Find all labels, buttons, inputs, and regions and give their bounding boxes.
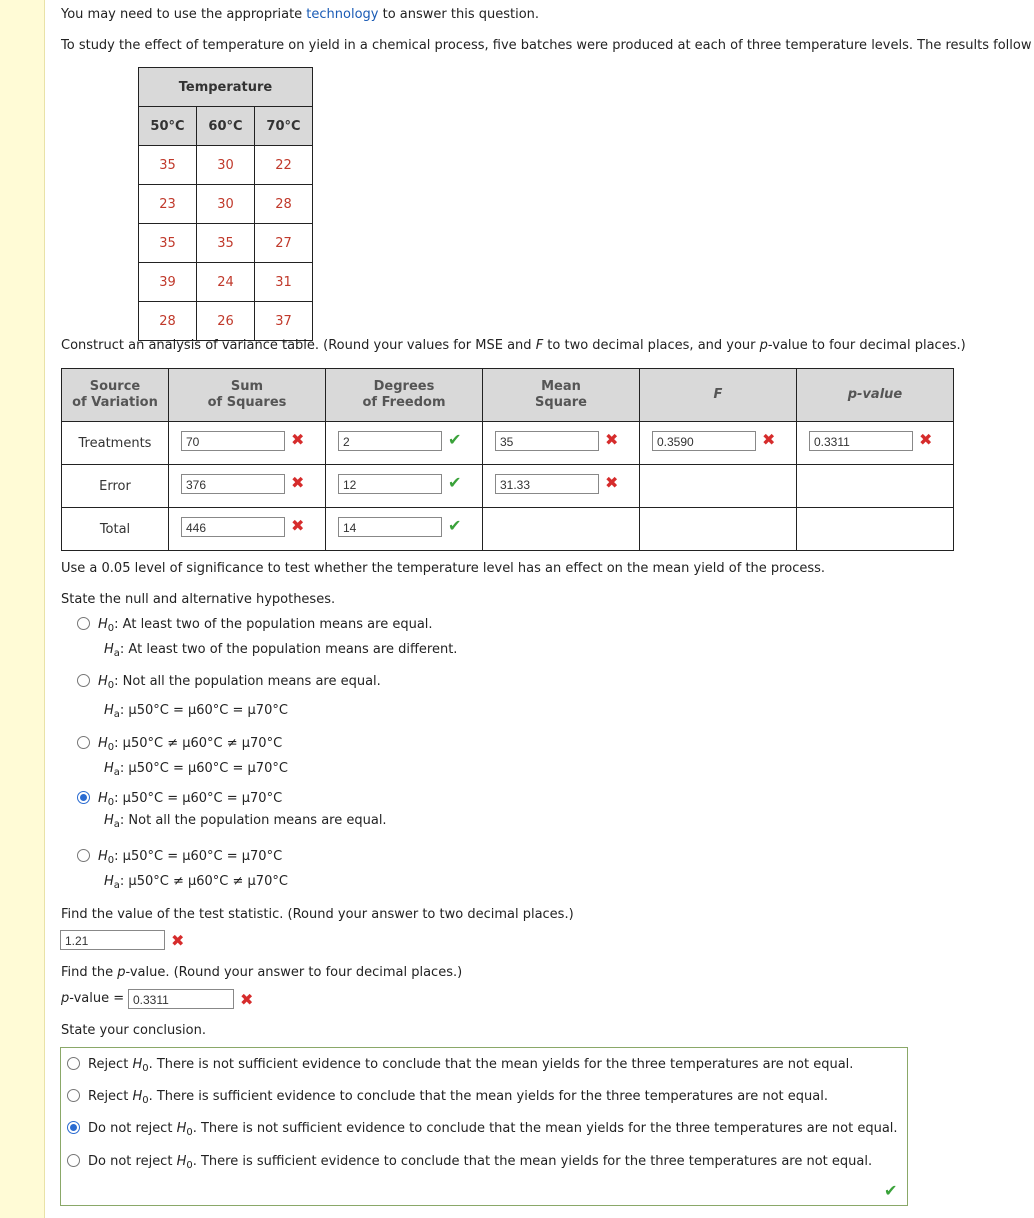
h: H bbox=[132, 1089, 143, 1104]
text: : Not all the population means are equal. bbox=[119, 813, 387, 828]
cell: 39 bbox=[139, 263, 197, 302]
p-value-final-input[interactable]: 0.3311 bbox=[128, 989, 234, 1009]
text: . There is not sufficient evidence to conclude that the mean yields for the three temperatures are not equal. bbox=[192, 1121, 898, 1136]
cell: 22 bbox=[255, 146, 313, 185]
sub: 0 bbox=[107, 742, 115, 753]
intro-text-end: to answer this question. bbox=[378, 7, 540, 22]
sub: a bbox=[113, 767, 120, 778]
f-var: F bbox=[535, 338, 544, 353]
row-label: Error bbox=[62, 465, 169, 508]
table-row bbox=[139, 146, 313, 185]
ms-cell bbox=[483, 422, 640, 465]
h: Square bbox=[535, 395, 587, 410]
technology-link[interactable]: technology bbox=[306, 7, 379, 22]
h: H bbox=[104, 761, 114, 776]
h: H bbox=[132, 1057, 143, 1072]
conclusion-option-1[interactable] bbox=[67, 1057, 853, 1072]
anova-table bbox=[61, 368, 954, 551]
conclusion-option-4[interactable] bbox=[67, 1154, 872, 1169]
incorrect-icon: ✖ bbox=[291, 473, 305, 492]
cell: 37 bbox=[255, 302, 313, 341]
row-label: Total bbox=[62, 508, 169, 551]
sub: 0 bbox=[107, 797, 115, 808]
incorrect-icon: ✖ bbox=[240, 990, 254, 1009]
hypothesis-option-5-ha bbox=[104, 874, 288, 889]
p-var: p bbox=[759, 338, 768, 353]
h: Source bbox=[89, 379, 141, 394]
h: H bbox=[98, 736, 108, 751]
cell: 27 bbox=[255, 224, 313, 263]
h: H bbox=[176, 1154, 187, 1169]
header-p bbox=[797, 369, 954, 422]
text: Do not reject bbox=[88, 1121, 177, 1136]
text: Find the bbox=[61, 965, 118, 980]
sub: a bbox=[113, 819, 120, 830]
sub: 0 bbox=[107, 855, 115, 866]
text: Do not reject bbox=[88, 1154, 177, 1169]
h: H bbox=[104, 703, 114, 718]
h: H bbox=[176, 1121, 187, 1136]
cell: 35 bbox=[139, 146, 197, 185]
hypothesis-option-5[interactable] bbox=[77, 849, 282, 864]
radio-button[interactable] bbox=[77, 736, 90, 749]
radio-button[interactable] bbox=[67, 1089, 80, 1102]
hypothesis-option-2-ha bbox=[104, 703, 288, 718]
anova-row-treatments bbox=[62, 422, 954, 465]
table-row bbox=[139, 302, 313, 341]
significance-prompt: Use a 0.05 level of significance to test whether the temperature level has an effect on the mean yield of the process. bbox=[61, 561, 826, 576]
h: of Freedom bbox=[362, 395, 446, 410]
header-ss bbox=[169, 369, 326, 422]
text: : μ50°C = μ60°C = μ70°C bbox=[119, 761, 288, 776]
left-margin-bar bbox=[0, 0, 45, 1218]
df-treatments-input[interactable]: 2 bbox=[338, 431, 442, 451]
radio-button[interactable] bbox=[67, 1154, 80, 1167]
cell: 23 bbox=[139, 185, 197, 224]
empty-cell bbox=[640, 508, 797, 551]
sub: 0 bbox=[107, 623, 115, 634]
sub: 0 bbox=[107, 680, 115, 691]
sub: 0 bbox=[186, 1127, 193, 1138]
ss-error-input[interactable]: 376 bbox=[181, 474, 285, 494]
ms-treatments-input[interactable]: 35 bbox=[495, 431, 599, 451]
row-label: Treatments bbox=[62, 422, 169, 465]
correct-icon: ✔ bbox=[448, 473, 462, 492]
hypotheses-prompt: State the null and alternative hypotheses. bbox=[61, 592, 336, 607]
table-row bbox=[139, 263, 313, 302]
sub: a bbox=[113, 648, 120, 659]
radio-button-selected[interactable] bbox=[77, 791, 90, 804]
temperature-data-table bbox=[138, 67, 313, 341]
cell: 31 bbox=[255, 263, 313, 302]
test-stat-input[interactable]: 1.21 bbox=[60, 930, 165, 950]
incorrect-icon: ✖ bbox=[919, 430, 933, 449]
radio-button[interactable] bbox=[77, 849, 90, 862]
hypothesis-option-2[interactable] bbox=[77, 674, 381, 689]
cell: 35 bbox=[197, 224, 255, 263]
h: F bbox=[713, 387, 723, 402]
conclusion-option-2[interactable] bbox=[67, 1089, 828, 1104]
table-row bbox=[139, 185, 313, 224]
correct-icon: ✔ bbox=[884, 1181, 898, 1200]
hypothesis-option-3[interactable] bbox=[77, 736, 282, 751]
header-df bbox=[326, 369, 483, 422]
p-cell bbox=[797, 422, 954, 465]
incorrect-icon: ✖ bbox=[605, 430, 619, 449]
text: : μ50°C ≠ μ60°C ≠ μ70°C bbox=[114, 736, 283, 751]
header-source bbox=[62, 369, 169, 422]
cell: 28 bbox=[255, 185, 313, 224]
header-ms bbox=[483, 369, 640, 422]
cell: 30 bbox=[197, 185, 255, 224]
radio-button[interactable] bbox=[67, 1057, 80, 1070]
p-value-prompt bbox=[61, 965, 462, 980]
text: -value. (Round your answer to four decimal places.) bbox=[125, 965, 463, 980]
h: p-value bbox=[847, 387, 903, 402]
col-60c: 60°C bbox=[197, 107, 255, 146]
text: Construct an analysis of variance table. (Round your values for MSE and bbox=[61, 338, 536, 353]
radio-button-selected[interactable] bbox=[67, 1121, 80, 1134]
col-50c: 50°C bbox=[139, 107, 197, 146]
df-cell bbox=[326, 422, 483, 465]
h: Sum bbox=[230, 379, 264, 394]
cell: 35 bbox=[139, 224, 197, 263]
h: H bbox=[104, 874, 114, 889]
correct-icon: ✔ bbox=[448, 516, 462, 535]
ss-cell bbox=[169, 422, 326, 465]
empty-cell bbox=[797, 508, 954, 551]
anova-row-error bbox=[62, 465, 954, 508]
text: : μ50°C ≠ μ60°C ≠ μ70°C bbox=[119, 874, 288, 889]
ss-cell bbox=[169, 465, 326, 508]
f-input[interactable]: 0.3590 bbox=[652, 431, 756, 451]
df-cell bbox=[326, 508, 483, 551]
construct-prompt bbox=[61, 338, 966, 353]
sub: 0 bbox=[142, 1063, 149, 1074]
test-stat-prompt: Find the value of the test statistic. (Round your answer to two decimal places.) bbox=[61, 907, 574, 922]
hypothesis-option-3-ha bbox=[104, 761, 288, 776]
text: : μ50°C = μ60°C = μ70°C bbox=[119, 703, 288, 718]
cell: 24 bbox=[197, 263, 255, 302]
text: : Not all the population means are equal. bbox=[114, 674, 381, 689]
h: H bbox=[98, 849, 108, 864]
text: Reject bbox=[88, 1057, 133, 1072]
text: : μ50°C = μ60°C = μ70°C bbox=[114, 849, 283, 864]
cell: 26 bbox=[197, 302, 255, 341]
text: -value = bbox=[69, 991, 125, 1006]
intro-text: You may need to use the appropriate bbox=[61, 7, 307, 22]
hypothesis-option-4-ha bbox=[104, 813, 387, 828]
empty-cell bbox=[483, 508, 640, 551]
h: Degrees bbox=[373, 379, 435, 394]
cell: 28 bbox=[139, 302, 197, 341]
radio-button[interactable] bbox=[77, 674, 90, 687]
table-row bbox=[139, 224, 313, 263]
incorrect-icon: ✖ bbox=[291, 430, 305, 449]
p-value-input[interactable]: 0.3311 bbox=[809, 431, 913, 451]
ms-error-input[interactable]: 31.33 bbox=[495, 474, 599, 494]
sub: 0 bbox=[142, 1095, 149, 1106]
text: : μ50°C = μ60°C = μ70°C bbox=[114, 791, 283, 806]
text: Reject bbox=[88, 1089, 133, 1104]
sub: 0 bbox=[186, 1160, 193, 1171]
sub: a bbox=[113, 709, 120, 720]
f-cell bbox=[640, 422, 797, 465]
ss-cell bbox=[169, 508, 326, 551]
h: H bbox=[98, 791, 108, 806]
text: . There is sufficient evidence to conclude that the mean yields for the three temperatures are not equal. bbox=[148, 1089, 828, 1104]
empty-cell bbox=[640, 465, 797, 508]
h: H bbox=[98, 674, 108, 689]
incorrect-icon: ✖ bbox=[171, 931, 185, 950]
h: of Squares bbox=[207, 395, 287, 410]
incorrect-icon: ✖ bbox=[762, 430, 776, 449]
text: -value to four decimal places.) bbox=[767, 338, 966, 353]
radio-button[interactable] bbox=[77, 617, 90, 630]
ss-treatments-input[interactable]: 70 bbox=[181, 431, 285, 451]
p-value-label bbox=[61, 991, 124, 1006]
incorrect-icon: ✖ bbox=[291, 516, 305, 535]
hypothesis-option-4-selected[interactable] bbox=[77, 791, 282, 806]
df-error-input[interactable]: 12 bbox=[338, 474, 442, 494]
text: to two decimal places, and your bbox=[543, 338, 760, 353]
text: : At least two of the population means are different. bbox=[119, 642, 458, 657]
hypothesis-option-1-ha bbox=[104, 642, 457, 657]
ms-cell bbox=[483, 465, 640, 508]
h: of Variation bbox=[72, 395, 158, 410]
h: H bbox=[98, 617, 108, 632]
header-f bbox=[640, 369, 797, 422]
ss-total-input[interactable]: 446 bbox=[181, 517, 285, 537]
col-70c: 70°C bbox=[255, 107, 313, 146]
text: . There is not sufficient evidence to conclude that the mean yields for the three temperatures are not equal. bbox=[148, 1057, 854, 1072]
h: H bbox=[104, 642, 114, 657]
text: . There is sufficient evidence to conclude that the mean yields for the three temperatures are not equal. bbox=[192, 1154, 873, 1169]
text: : At least two of the population means are equal. bbox=[114, 617, 433, 632]
intro-line-1 bbox=[61, 7, 539, 22]
empty-cell bbox=[797, 465, 954, 508]
df-cell bbox=[326, 465, 483, 508]
p-var: p bbox=[61, 991, 70, 1006]
h: Mean bbox=[541, 379, 581, 394]
conclusion-option-3-selected[interactable] bbox=[67, 1121, 898, 1136]
h: H bbox=[104, 813, 114, 828]
incorrect-icon: ✖ bbox=[605, 473, 619, 492]
cell: 30 bbox=[197, 146, 255, 185]
df-total-input[interactable]: 14 bbox=[338, 517, 442, 537]
correct-icon: ✔ bbox=[448, 430, 462, 449]
hypothesis-option-1[interactable] bbox=[77, 617, 433, 632]
conclusion-prompt: State your conclusion. bbox=[61, 1023, 206, 1038]
anova-row-total bbox=[62, 508, 954, 551]
intro-line-2: To study the effect of temperature on yield in a chemical process, five batches were produced at each of three temperature levels. The results follow bbox=[61, 38, 1032, 53]
p-var: p bbox=[117, 965, 126, 980]
sub: a bbox=[113, 880, 120, 891]
temperature-header: Temperature bbox=[139, 68, 313, 107]
